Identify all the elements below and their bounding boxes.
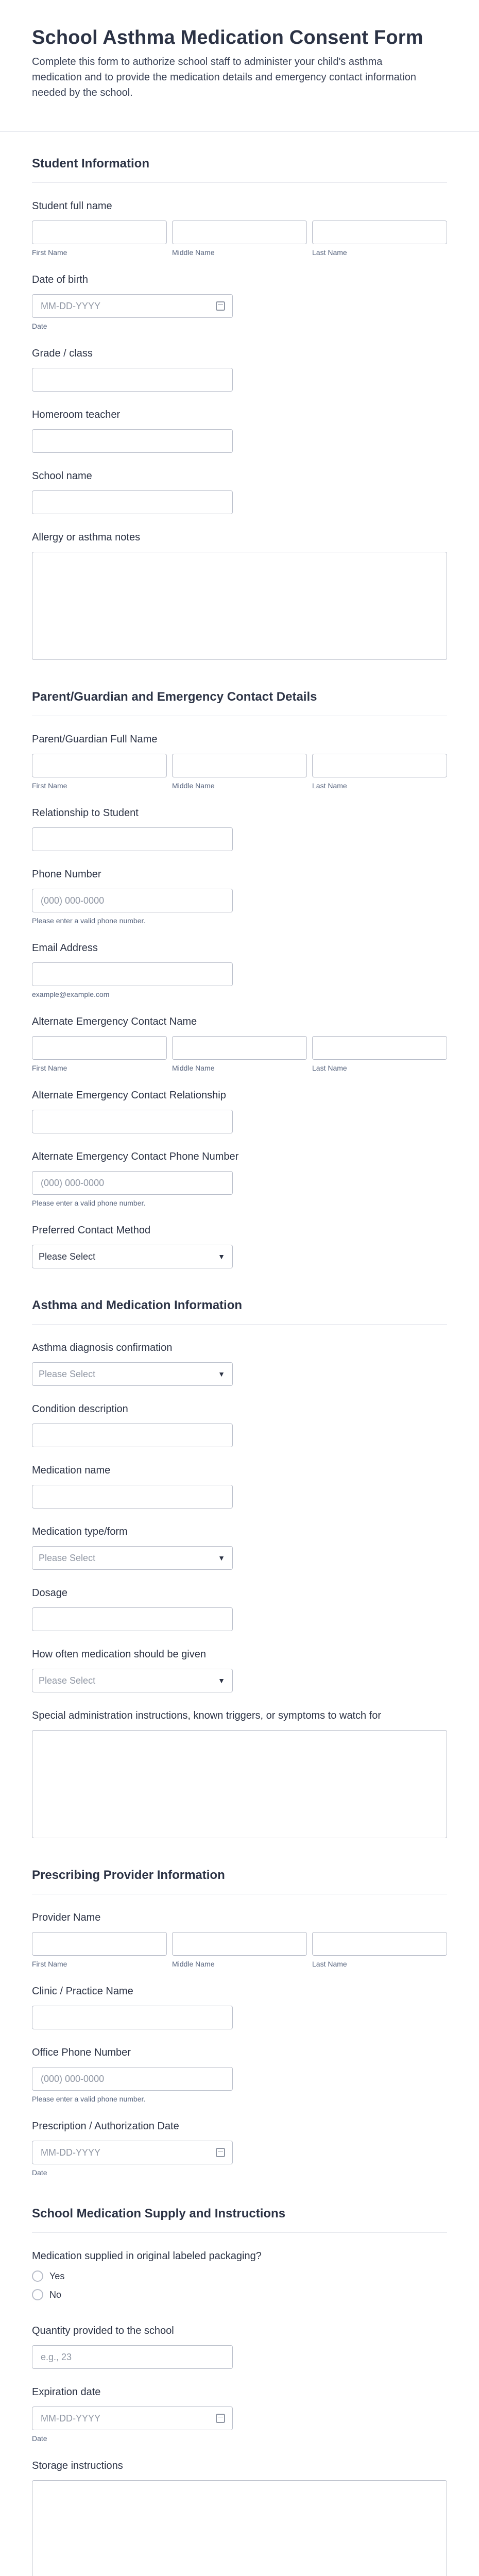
field-dosage <box>0 1570 479 1631</box>
sublabel-date: Date <box>32 322 47 330</box>
school-input[interactable] <box>32 490 233 514</box>
field-auth-date <box>0 2103 479 2177</box>
office-phone-input[interactable] <box>32 2067 233 2091</box>
field-clinic <box>0 1968 479 2029</box>
diagnosis-select[interactable] <box>32 1362 233 1386</box>
sublabel-last: Last Name <box>312 248 347 257</box>
special-textarea[interactable] <box>32 1730 447 1838</box>
allergy-textarea[interactable] <box>32 552 447 660</box>
phone-placeholder: (000) 000-0000 <box>41 1177 105 1188</box>
provider-last-name-input[interactable] <box>312 1932 447 1956</box>
label-preferred-contact: Preferred Contact Method <box>32 1225 151 1236</box>
phone-input[interactable] <box>32 889 233 912</box>
label-special: Special administration instructions, known triggers, or symptoms to watch for <box>32 1710 382 1721</box>
radio-option-yes[interactable] <box>32 2270 447 2282</box>
label-student-name: Student full name <box>32 200 112 212</box>
chevron-down-icon: ▼ <box>218 1554 225 1562</box>
field-student-name <box>0 183 479 257</box>
label-alt-name: Alternate Emergency Contact Name <box>32 1016 197 1027</box>
sublabel-phone: Please enter a valid phone number. <box>32 1199 146 1207</box>
section-title-guardian: Parent/Guardian and Emergency Contact Details <box>32 690 317 704</box>
preferred-contact-select[interactable] <box>32 1245 233 1268</box>
label-auth-date: Prescription / Authorization Date <box>32 2121 179 2132</box>
alt-last-name-input[interactable] <box>312 1036 447 1060</box>
field-special <box>0 1692 479 1838</box>
label-quantity: Quantity provided to the school <box>32 2325 174 2336</box>
field-frequency <box>0 1631 479 1692</box>
field-quantity <box>0 2308 479 2369</box>
relationship-input[interactable] <box>32 827 233 851</box>
guardian-middle-name-input[interactable] <box>172 754 307 777</box>
section-student <box>0 132 479 183</box>
sublabel-first: First Name <box>32 1064 67 1072</box>
quantity-placeholder: e.g., 23 <box>41 2351 72 2362</box>
date-placeholder: MM-DD-YYYY <box>41 300 100 311</box>
expiration-date-input[interactable] <box>32 2406 233 2430</box>
field-original-pkg <box>0 2233 479 2300</box>
date-placeholder: MM-DD-YYYY <box>41 2413 100 2424</box>
provider-middle-name-input[interactable] <box>172 1932 307 1956</box>
sublabel-middle: Middle Name <box>172 782 215 790</box>
med-name-input[interactable] <box>32 1485 233 1509</box>
student-first-name-input[interactable] <box>32 221 167 244</box>
field-phone <box>0 851 479 925</box>
field-grade <box>0 330 479 392</box>
label-med-name: Medication name <box>32 1465 111 1476</box>
label-alt-relationship: Alternate Emergency Contact Relationship <box>32 1090 226 1101</box>
sublabel-first: First Name <box>32 1960 67 1968</box>
date-placeholder: MM-DD-YYYY <box>41 2147 100 2158</box>
radio-label-no: No <box>49 2289 62 2300</box>
sublabel-phone: Please enter a valid phone number. <box>32 917 146 925</box>
provider-first-name-input[interactable] <box>32 1932 167 1956</box>
alt-middle-name-input[interactable] <box>172 1036 307 1060</box>
label-relationship: Relationship to Student <box>32 807 139 819</box>
student-middle-name-input[interactable] <box>172 221 307 244</box>
label-dob: Date of birth <box>32 274 88 285</box>
label-expiration: Expiration date <box>32 2386 101 2398</box>
sublabel-first: First Name <box>32 782 67 790</box>
label-diagnosis: Asthma diagnosis confirmation <box>32 1342 173 1353</box>
label-allergy: Allergy or asthma notes <box>32 532 141 543</box>
label-alt-phone: Alternate Emergency Contact Phone Number <box>32 1151 239 1162</box>
select-value: Please Select <box>39 1251 96 1262</box>
calendar-icon[interactable] <box>216 301 225 311</box>
section-medication <box>0 1268 479 1325</box>
field-alt-relationship <box>0 1072 479 1133</box>
field-dob <box>0 257 479 330</box>
form-header <box>0 0 479 132</box>
dob-date-input[interactable] <box>32 294 233 318</box>
field-office-phone <box>0 2029 479 2103</box>
label-guardian-name: Parent/Guardian Full Name <box>32 734 158 745</box>
auth-date-input[interactable] <box>32 2141 233 2164</box>
phone-placeholder: (000) 000-0000 <box>41 2073 105 2084</box>
sublabel-date: Date <box>32 2168 47 2177</box>
select-value: Please Select <box>39 1368 96 1379</box>
med-type-select[interactable] <box>32 1546 233 1570</box>
label-med-type: Medication type/form <box>32 1526 128 1537</box>
field-preferred-contact <box>0 1207 479 1268</box>
field-storage <box>0 2443 479 2576</box>
dosage-input[interactable] <box>32 1607 233 1631</box>
alt-relationship-input[interactable] <box>32 1110 233 1133</box>
field-teacher <box>0 392 479 453</box>
field-school <box>0 453 479 514</box>
sublabel-email: example@example.com <box>32 990 110 998</box>
label-frequency: How often medication should be given <box>32 1649 206 1660</box>
guardian-first-name-input[interactable] <box>32 754 167 777</box>
form-description: Complete this form to authorize school staff to administer your child's asthma medication and to provide the medication details and emergency contact information needed by the school. <box>32 56 416 98</box>
radio-option-no[interactable] <box>32 2289 447 2300</box>
section-title-supply: School Medication Supply and Instructions <box>32 2207 286 2221</box>
select-value: Please Select <box>39 1675 96 1686</box>
calendar-icon[interactable] <box>216 2414 225 2423</box>
sublabel-last: Last Name <box>312 1064 347 1072</box>
alt-first-name-input[interactable] <box>32 1036 167 1060</box>
field-condition <box>0 1386 479 1447</box>
quantity-input[interactable] <box>32 2345 233 2369</box>
section-provider <box>0 1838 479 1894</box>
field-med-name <box>0 1447 479 1509</box>
label-original-pkg: Medication supplied in original labeled packaging? <box>32 2250 262 2262</box>
label-teacher: Homeroom teacher <box>32 409 121 420</box>
storage-textarea[interactable] <box>32 2480 447 2576</box>
field-alt-name <box>0 998 479 1072</box>
label-provider-name: Provider Name <box>32 1912 101 1923</box>
form-title: School Asthma Medication Consent Form <box>32 27 423 48</box>
label-grade: Grade / class <box>32 348 93 359</box>
sublabel-first: First Name <box>32 248 67 257</box>
sublabel-date: Date <box>32 2434 47 2443</box>
sublabel-middle: Middle Name <box>172 1960 215 1968</box>
label-storage: Storage instructions <box>32 2460 123 2471</box>
section-title-medication: Asthma and Medication Information <box>32 1298 243 1312</box>
student-last-name-input[interactable] <box>312 221 447 244</box>
teacher-input[interactable] <box>32 429 233 453</box>
field-allergy <box>0 514 479 660</box>
label-dosage: Dosage <box>32 1587 67 1599</box>
field-med-type <box>0 1509 479 1570</box>
field-alt-phone <box>0 1133 479 1207</box>
alt-phone-input[interactable] <box>32 1171 233 1195</box>
field-diagnosis <box>0 1325 479 1386</box>
email-input[interactable] <box>32 962 233 986</box>
label-school: School name <box>32 470 92 482</box>
radio-button[interactable] <box>32 2289 43 2300</box>
grade-input[interactable] <box>32 368 233 392</box>
field-expiration <box>0 2369 479 2443</box>
frequency-select[interactable] <box>32 1669 233 1692</box>
section-supply <box>0 2177 479 2233</box>
label-email: Email Address <box>32 942 98 954</box>
section-title-provider: Prescribing Provider Information <box>32 1868 225 1882</box>
field-provider-name <box>0 1894 479 1968</box>
sublabel-last: Last Name <box>312 1960 347 1968</box>
chevron-down-icon: ▼ <box>218 1370 225 1378</box>
condition-input[interactable] <box>32 1423 233 1447</box>
radio-label-yes: Yes <box>49 2270 65 2281</box>
sublabel-phone: Please enter a valid phone number. <box>32 2095 146 2103</box>
sublabel-middle: Middle Name <box>172 248 215 257</box>
calendar-icon[interactable] <box>216 2148 225 2157</box>
select-value: Please Select <box>39 1552 96 1563</box>
sublabel-middle: Middle Name <box>172 1064 215 1072</box>
label-clinic: Clinic / Practice Name <box>32 1986 133 1997</box>
phone-placeholder: (000) 000-0000 <box>41 895 105 906</box>
chevron-down-icon: ▼ <box>218 1252 225 1261</box>
field-guardian-name <box>0 716 479 790</box>
sublabel-last: Last Name <box>312 782 347 790</box>
guardian-last-name-input[interactable] <box>312 754 447 777</box>
field-relationship <box>0 790 479 851</box>
label-phone: Phone Number <box>32 869 101 880</box>
label-condition: Condition description <box>32 1403 128 1415</box>
label-office-phone: Office Phone Number <box>32 2047 131 2058</box>
radio-button[interactable] <box>32 2270 43 2282</box>
field-email <box>0 925 479 998</box>
section-title-student: Student Information <box>32 157 149 171</box>
clinic-input[interactable] <box>32 2006 233 2029</box>
chevron-down-icon: ▼ <box>218 1676 225 1685</box>
section-guardian <box>0 660 479 716</box>
